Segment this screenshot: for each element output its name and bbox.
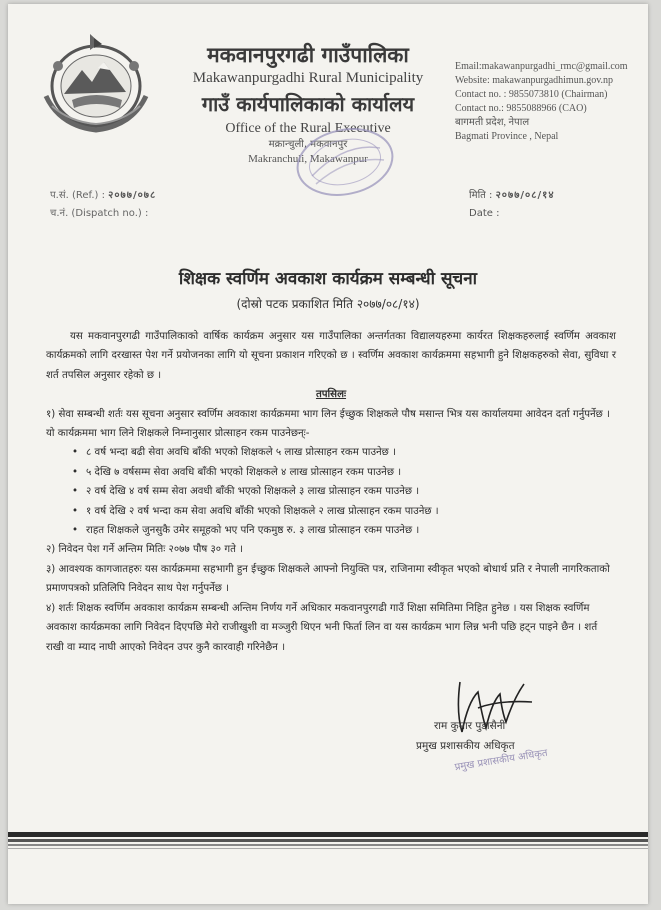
list-item: • राहत शिक्षकले जुनसुकै उमेर समूहको भए पनि एकमुष्ठ रु. ३ लाख प्रोत्साहन रकम पाउनेछ ।: [86, 521, 616, 540]
list-item: • ५ देखि ७ वर्षसम्म सेवा अवधि बाँकी भएको शिक्षकले ४ लाख प्रोत्साहन रकम पाउनेछ ।: [86, 463, 616, 482]
notice-body: [46, 327, 616, 657]
incentive-list: [46, 443, 616, 540]
address-en: Makranchuli, Makawanpur: [248, 153, 368, 165]
contact-cao: Contact no.: 9855088966 (CAO): [455, 103, 587, 114]
municipality-name-en: Makawanpurgadhi Rural Municipality: [192, 70, 424, 86]
notice-page: [8, 4, 648, 904]
province-en: Bagmati Province , Nepal: [455, 131, 559, 142]
date-block: [469, 187, 555, 223]
contact-block: [455, 60, 645, 144]
list-item: • १ वर्ष देखि २ वर्ष भन्दा कम सेवा अवधि बाँकी भएको शिक्षकले २ लाख प्रोत्साहन रकम पाउनेछ ।: [86, 502, 616, 521]
dispatch-label: च.नं. (Dispatch no.) :: [50, 208, 149, 219]
item-deadline: २) निवेदन पेश गर्ने अन्तिम मितिः २०७७ पौष ३० गते ।: [46, 544, 243, 556]
item-terms: ४) शर्तः शिक्षक स्वर्णिम अवकाश कार्यक्रम सम्बन्धी अन्तिम निर्णय गर्ने अधिकार मकवानपुरगढी गाउँ शिक्षा समितिमा निहित हुनेछ । यस शिक्षक स्वर्णिम अवकाश कार्यक्रमका लागि निवेदन दिएपछि मेरो राजीखुशी वा मञ्जुरी थिएन भनी फिर्ता लिन वा यस कार्यक्रम भाग लिन्न भनी पछि हट्न पाइने छैन । शर्त राखी वा म्याद नाघी आएको निवेदन उपर कुनै कारवाही गरिनेछैन ।: [46, 602, 598, 653]
address-np: मक्रान्चुली, मकवानपुर: [268, 139, 348, 150]
list-item: • २ वर्ष देखि ४ वर्ष सम्म सेवा अवधी बाँकी भएको शिक्षकले ३ लाख प्रोत्साहन रकम पाउनेछ ।: [86, 482, 616, 501]
contact-website: Website: makawanpurgadhimun.gov.np: [455, 75, 614, 86]
designation-stamp: प्रमुख प्रशासकीय अधिकृत: [453, 747, 549, 774]
contact-chairman: Contact no. : 9855073810 (Chairman): [455, 89, 608, 100]
ref-label: प.सं. (Ref.) :: [50, 190, 105, 201]
office-name-en: Office of the Rural Executive: [225, 121, 391, 136]
province-np: बागमती प्रदेश, नेपाल: [455, 117, 530, 128]
list-item: • ८ वर्ष भन्दा बढी सेवा अवधि बाँकी भएको शिक्षकले ५ लाख प्रोत्साहन रकम पाउनेछ ।: [86, 443, 616, 462]
office-seal-stamp-icon: [290, 122, 400, 202]
notice-title-block: [8, 266, 648, 312]
item-service-conditions: १) सेवा सम्बन्धी शर्तः यस सूचना अनुसार स्वर्णिम अवकाश कार्यक्रममा भाग लिन ईच्छुक शिक्षकले पौष मसान्त भित्र यस कार्यालयमा आवेदन दर्ता गर्नुपर्नेछ । यो कार्यक्रममा भाग लिने शिक्षकले निम्नानुसार प्रोत्साहन रकम पाउनेछन्ः-: [46, 408, 610, 440]
ref-value: २०७७/०७८: [108, 190, 157, 201]
nepal-emblem-icon: [38, 26, 164, 136]
signatory-name: राम कुमार पुडासैनी: [434, 720, 506, 732]
reference-block: [50, 187, 156, 223]
municipality-name-np: मकवानपुरगढी गाउँपालिका: [207, 43, 409, 67]
notice-subtitle: (दोस्रो पटक प्रकाशित मिति २०७७/०८/१४): [236, 297, 420, 311]
item-documents: ३) आवश्यक कागजातहरुः यस कार्यक्रममा सहभागी हुन ईच्छुक शिक्षकले आफ्नो नियुक्ति पत्र, राजिनामा स्वीकृत भएको बोधार्थ प्रति र नेपाली नागरिकताको प्रमाणपत्रको प्रतिलिपि निवेदन साथ पेश गर्नुपर्नेछ ।: [46, 563, 610, 595]
schedule-heading: तपसिलः: [315, 389, 347, 401]
date-en-label: Date :: [469, 208, 500, 219]
date-label: मिति :: [469, 190, 493, 201]
office-name-np: गाउँ कार्यपालिकाको कार्यालय: [201, 92, 415, 116]
signatory-designation: प्रमुख प्रशासकीय अधिकृत: [416, 740, 515, 752]
scan-artifact-bars: [8, 832, 648, 858]
date-value: २०७७/०८/१४: [495, 190, 555, 201]
intro-paragraph: यस मकवानपुरगढी गाउँपालिकाको वार्षिक कार्यक्रम अनुसार यस गाउँपालिका अन्तर्गतका विद्यालयहरुमा कार्यरत शिक्षकहरुलाई स्वर्णिम अवकाश कार्यक्रमको लागि दरखास्त पेश गर्ने प्रयोजनका लागि यो सूचना प्रकाशन गरिएको छ । स्वर्णिम अवकाश कार्यक्रममा सहभागी हुने शिक्षकहरुको सेवा, सुविधा र शर्त तपसिल अनुसार रहेको छ ।: [46, 331, 616, 381]
contact-email: Email:makawanpurgadhi_rmc@gmail.com: [455, 61, 628, 72]
notice-title: शिक्षक स्वर्णिम अवकाश कार्यक्रम सम्बन्धी सूचना: [178, 269, 478, 289]
